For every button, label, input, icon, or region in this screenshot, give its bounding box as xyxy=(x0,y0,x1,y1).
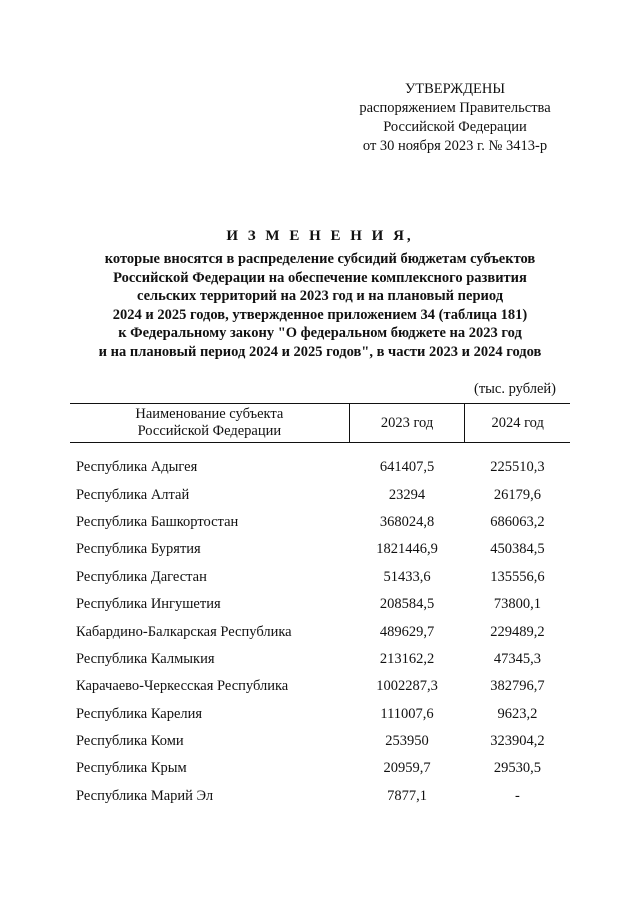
subtitle-line: Российской Федерации на обеспечение комплексного развития xyxy=(113,269,527,286)
cell-region-name: Республика Дагестан xyxy=(76,568,207,585)
cell-value-2024: 29530,5 xyxy=(493,760,541,777)
subtitle-line: которые вносятся в распределение субсидий бюджетам субъектов xyxy=(104,251,536,267)
approval-heading: УТВЕРЖДЕНЫ xyxy=(404,81,506,97)
cell-value-2024: 686063,2 xyxy=(490,513,545,530)
cell-value-2023: 20959,7 xyxy=(383,760,431,777)
cell-region-name: Республика Крым xyxy=(76,760,187,777)
cell-value-2024: - xyxy=(515,787,520,804)
document-title: И З М Е Н Е Н И Я, xyxy=(226,228,414,244)
table-row xyxy=(70,509,570,536)
cell-value-2024: 26179,6 xyxy=(493,486,541,503)
cell-value-2024: 323904,2 xyxy=(490,733,545,750)
table-row xyxy=(70,536,570,563)
cell-value-2023: 213162,2 xyxy=(379,650,435,667)
cell-value-2023: 51433,6 xyxy=(383,568,431,585)
table-row xyxy=(70,618,570,645)
cell-value-2024: 225510,3 xyxy=(490,459,545,476)
approval-block xyxy=(340,80,570,156)
subtitle-line: к Федеральному закону "О федеральном бюджете на 2023 год xyxy=(118,325,522,341)
cell-region-name: Карачаево-Черкесская Республика xyxy=(76,678,289,695)
table-row xyxy=(70,673,570,700)
subtitle-line: и на плановый период 2024 и 2025 годов", в части 2023 и 2024 годов xyxy=(98,343,542,360)
approval-line: от 30 ноября 2023 г. № 3413-р xyxy=(362,138,548,154)
table-row xyxy=(70,564,570,591)
header-line: Российской Федерации xyxy=(137,423,282,439)
cell-region-name: Республика Адыгея xyxy=(76,459,198,476)
cell-value-2023: 208584,5 xyxy=(379,596,435,613)
cell-region-name: Республика Бурятия xyxy=(76,541,201,558)
cell-value-2024: 135556,6 xyxy=(490,568,545,585)
cell-value-2023: 368024,8 xyxy=(379,513,435,530)
cell-region-name: Республика Коми xyxy=(76,733,184,750)
document-subtitle xyxy=(40,250,600,361)
cell-region-name: Республика Алтай xyxy=(76,486,190,503)
table-row xyxy=(70,783,570,810)
cell-region-name: Республика Карелия xyxy=(76,705,203,722)
table-row xyxy=(70,591,570,618)
cell-value-2024: 229489,2 xyxy=(490,623,545,640)
header-year-2024: 2024 год xyxy=(465,404,570,443)
header-line: Наименование субъекта xyxy=(135,406,284,422)
cell-value-2023: 489629,7 xyxy=(379,623,435,640)
cell-value-2023: 23294 xyxy=(388,486,426,503)
approval-line: распоряжением Правительства xyxy=(359,100,551,116)
table-row xyxy=(70,481,570,508)
cell-region-name: Республика Башкортостан xyxy=(76,513,239,530)
cell-value-2024: 450384,5 xyxy=(490,541,545,558)
cell-value-2024: 9623,2 xyxy=(497,705,538,722)
cell-value-2023: 1821446,9 xyxy=(376,541,438,558)
table-body xyxy=(70,443,570,811)
cell-value-2023: 253950 xyxy=(385,733,429,750)
table-row xyxy=(70,755,570,782)
table-row xyxy=(70,701,570,728)
header-region-name xyxy=(70,404,349,443)
table-row xyxy=(70,454,570,481)
subsidy-table xyxy=(70,403,570,810)
table-row xyxy=(70,728,570,755)
cell-value-2023: 7877,1 xyxy=(387,787,427,804)
cell-region-name: Кабардино-Балкарская Республика xyxy=(76,623,292,640)
cell-value-2024: 382796,7 xyxy=(490,678,545,695)
cell-value-2023: 1002287,3 xyxy=(376,678,438,695)
table-header-row xyxy=(70,404,570,443)
cell-region-name: Республика Ингушетия xyxy=(76,596,221,613)
header-year-2023: 2023 год xyxy=(349,404,465,443)
cell-region-name: Республика Марий Эл xyxy=(76,787,214,804)
approval-line: Российской Федерации xyxy=(383,119,527,135)
cell-region-name: Республика Калмыкия xyxy=(76,650,215,667)
units-label: (тыс. рублей) xyxy=(474,381,556,397)
cell-value-2023: 111007,6 xyxy=(380,705,434,722)
cell-value-2024: 47345,3 xyxy=(493,650,541,667)
subtitle-line: сельских территорий на 2023 год и на плановый период xyxy=(136,288,504,304)
cell-value-2023: 641407,5 xyxy=(379,459,435,476)
subtitle-line: 2024 и 2025 годов, утвержденное приложением 34 (таблица 181) xyxy=(112,306,528,323)
cell-value-2024: 73800,1 xyxy=(493,596,541,613)
table-row xyxy=(70,646,570,673)
